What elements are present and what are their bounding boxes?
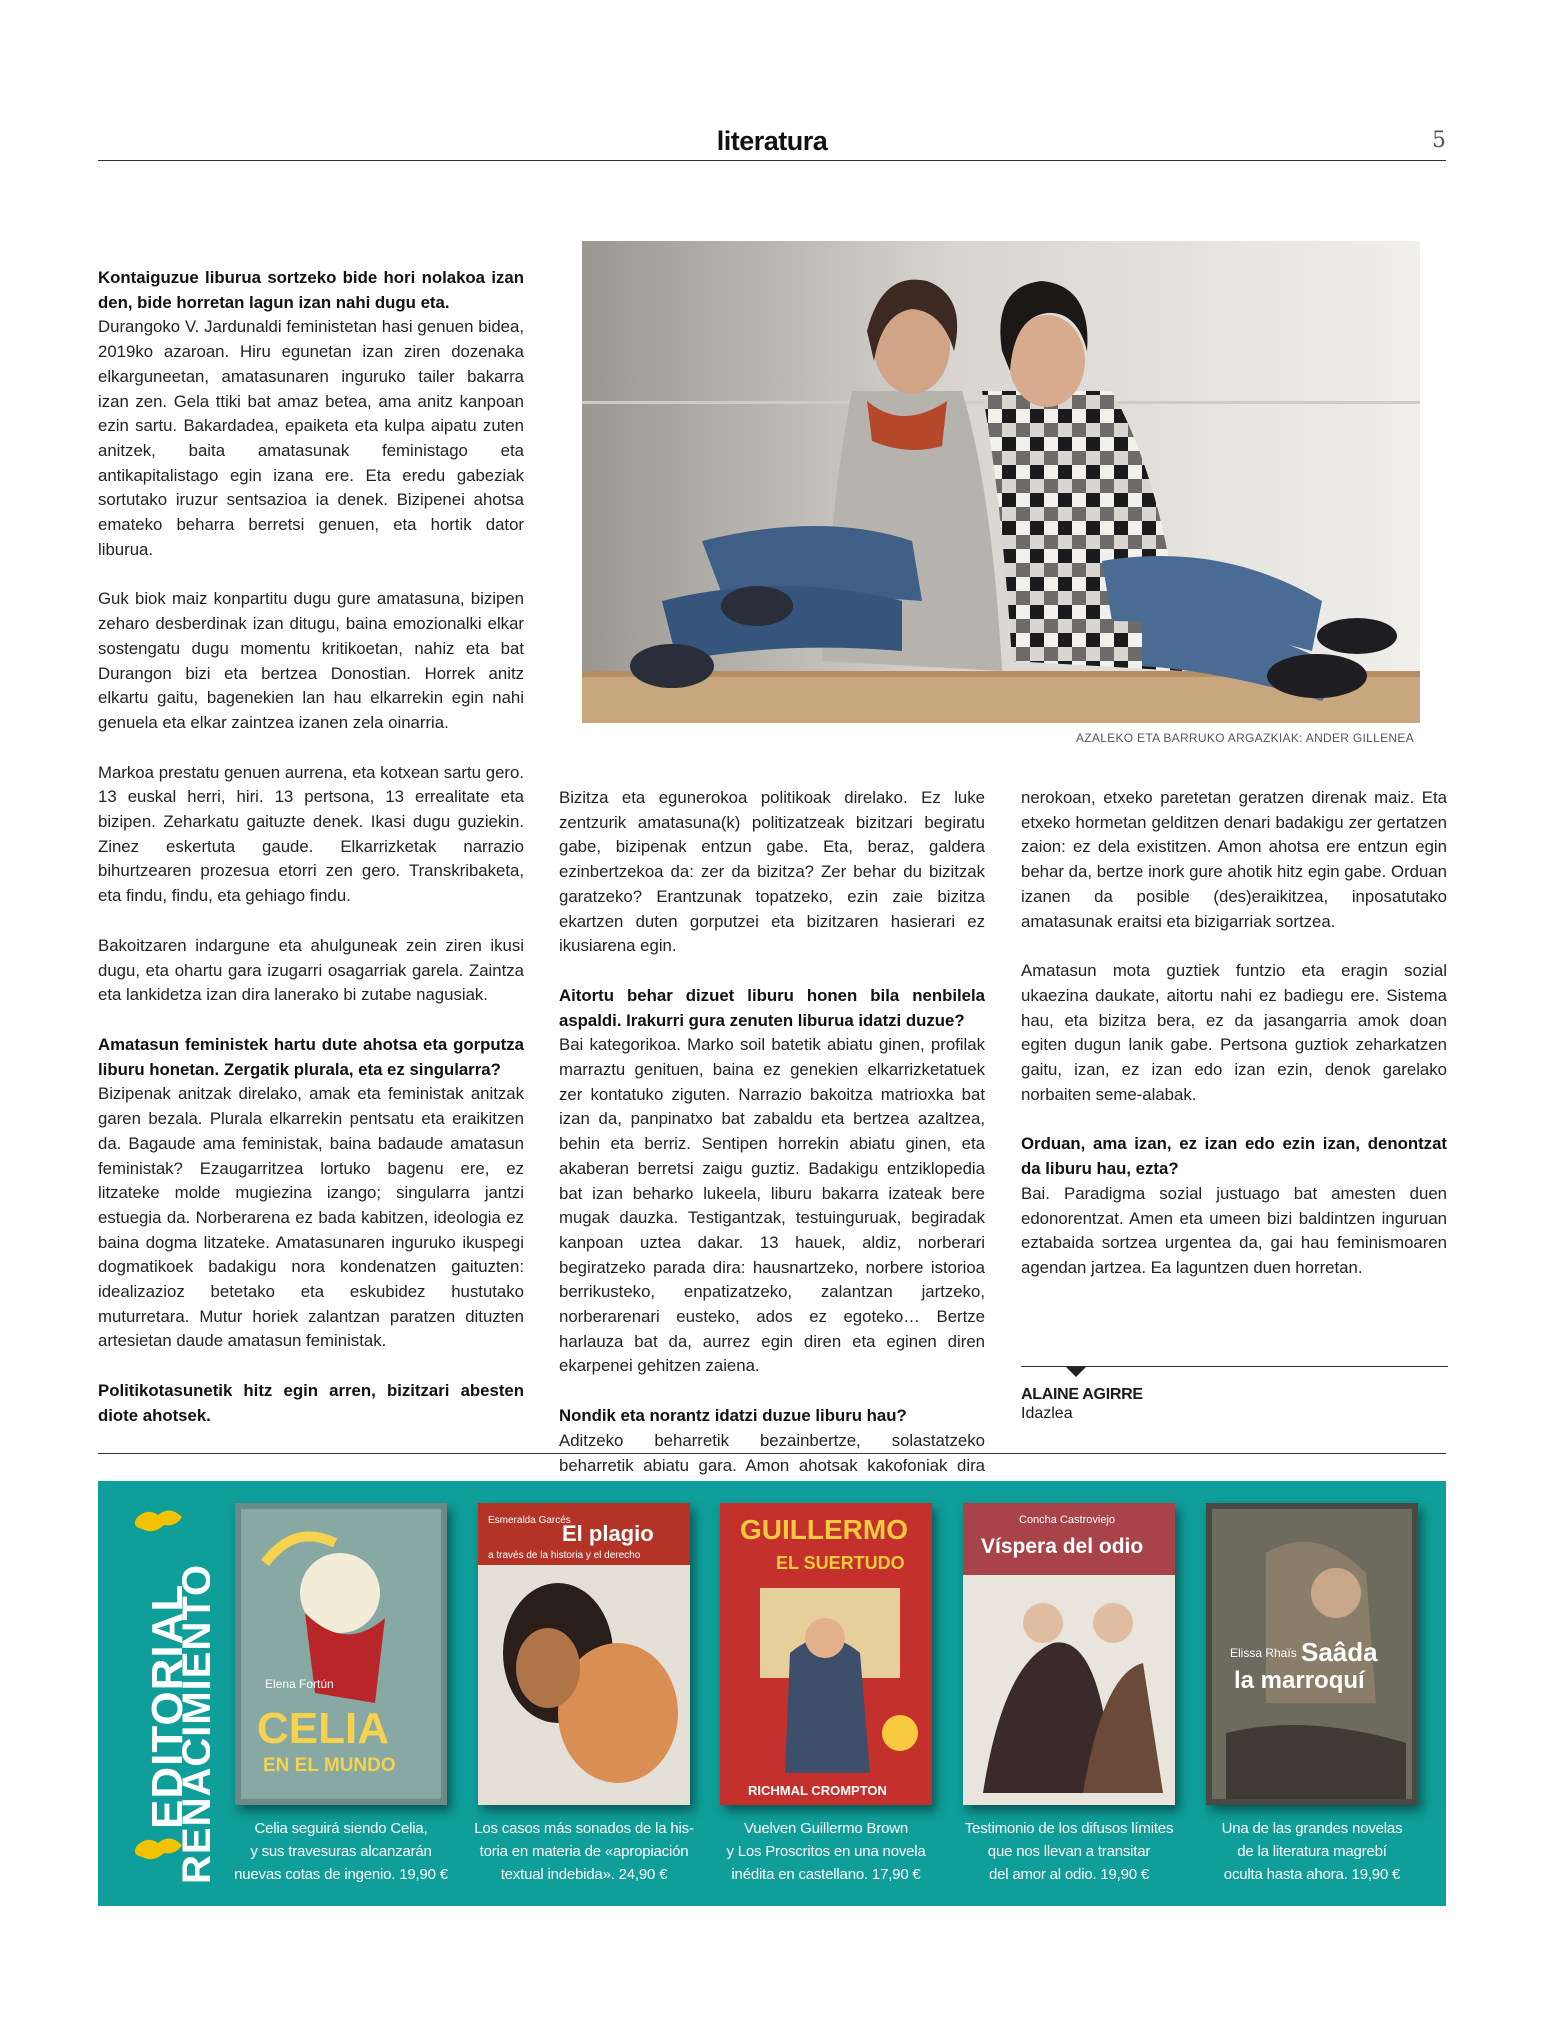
interview-answer: Guk biok maiz konpartitu dugu gure amatasuna, bizipen zeharo desberdinak izan ditugu, baina emozionalki elkar sostengatu dugu momentu kritikoetan, nahiz eta bat Durangon bizi eta bertzea Donostian. Horrek anitz elkartu gaitu, bagenekien lan hau elkarrekin egin nahi genuela eta elkar zaintzea izanen zela oinarria. — [98, 589, 524, 732]
interview-answer: Bakoitzaren indargune eta ahulguneak zein ziren ikusi dugu, eta ohartu gara izugarri osagarriak garela. Zaintza eta lankidetza izan dira lanerako bi zutabe nagusiak. — [98, 935, 524, 1005]
article-column-2 — [559, 786, 985, 1528]
book-title: Víspera del odio — [981, 1535, 1144, 1558]
bottom-rule — [98, 1453, 1446, 1454]
interview-answer: Aditzeko beharretik bezainbertze, solastatzeko beharretik abiatu gara. Amon ahotsak kakofoniak dira — [559, 1430, 985, 1475]
interview-answer: Bizipenak anitzak direlako, amak eta feministak anitzak garen bezala. Plurala elkarrekin pentsatu eta eraikitzen da. Bagaude ama feministak, baina badaude amatasun feministak? Ezaugarritzea lortuko bagenu ere, ez litzateke molde mugiezina izango; singularra jantzi estuegia da. Norberarena ez bada kabitzen, ideologia ez baina dogma litzateke. Amatasunaren inguruko ikuspegi dogmatikoek badakigu nora kondenatzen gaituzten: idealizazioz betetako eta eskubidez hustutako muturretara. Mutur horiek zalantzan paratzen dituzten artesietan daude amatasun feministak. — [98, 1084, 524, 1351]
authors-photo — [582, 241, 1420, 723]
page-header — [98, 124, 1446, 161]
book-title: Saâda — [1301, 1637, 1378, 1667]
interview-question: Nondik eta norantz idatzi duzue liburu hau? — [559, 1406, 907, 1426]
book-subtitle: la marroquí — [1234, 1667, 1365, 1694]
book-caption: Los casos más sonados de la his- toria en materia de «apropiación textual indebida». 24,90 € — [474, 1820, 694, 1883]
book-subtitle: EL SUERTUDO — [776, 1553, 905, 1573]
interview-question: Orduan, ama izan, ez izan edo ezin izan, denontzat da liburu hau, ezta? — [1021, 1134, 1447, 1179]
interview-answer: Durangoko V. Jardunaldi feministetan hasi genuen bidea, 2019ko azaroan. Hiru egunetan izan ziren dozenaka elkarguneetan, amatasunaren inguruko tailer bakarra izan zen. Gela ttiki bat amaz betea, ama anitz kanpoan ezin sartu. Bakardadea, epaiketa eta kulpa aipatu zuten anitzek, baita amatasunak feministago eta antikapitalistago egin izana ere. Eta eredu gabeziak sortutako iruzur sentsazioa ia denek. Bizipenei ahotsa emateko beharra berretsi genuen, eta hortik dator liburua. — [98, 317, 524, 559]
interview-answer: Bai. Paradigma sozial justuago bat amesten duen edonorentzat. Amen eta umeen bizi baldintzen inguruan eztabaida sortzea urgentea da, gai hau feminismoaren agendan jartzea. Ea laguntzen duen horretan. — [1021, 1183, 1447, 1277]
interview-answer: nerokoan, etxeko paretetan geratzen direnak maiz. Eta etxeko hormetan gelditzen denari badakigu zer gertatzen zaion: ez dela existitzen. Amon ahotsa ere entzun egin behar da, bertze inork gure ahotik hitz egin gabe. Orduan izanen da posible (des)eraikitzea, inposatutako amatasunak eraitsi eta bizigarriak sortzea. — [1021, 788, 1447, 931]
photo-credit: AZALEKO ETA BARRUKO ARGAZKIAK: ANDER GILLENEA — [1075, 731, 1414, 745]
book-cover-vispera-del-odio[interactable] — [963, 1503, 1175, 1805]
interview-answer: Bizitza eta egunerokoa politikoak direlako. Ez luke zentzurik amatasuna(k) politizatzeak bizitzari begiratu gabe, bizipenak entzun gabe. Eta, beraz, galdera ezinbertzekoa da: zer da bizitza? Zer behar du bizitzak garatzeko? Erantzunak topatzeko, ezin zaie bizitza ekartzen duten gorputzei eta bizitzaren hasierari ez ikusiarena egin. — [559, 788, 985, 956]
book-author: Elena Fortún — [265, 1677, 334, 1691]
book-author: Esmeralda Garcés — [488, 1515, 571, 1526]
brand-line-renacimiento: RENACIMIENTO — [175, 1563, 210, 1884]
page-number: 5 — [1432, 128, 1446, 153]
book-author: Concha Castroviejo — [1019, 1514, 1115, 1526]
interview-question: Kontaiguzue liburua sortzeko bide hori nolakoa izan den, bide horretan lagun izan nahi dugu eta. — [98, 268, 524, 312]
interview-answer: Bai kategorikoa. Marko soil batetik abiatu ginen, profilak marraztu genituen, baina ez genekien elkarrizketatuek zer kontatuko ziguten. Narrazio bakoitza matrioxka bat izan da, panpinatxo bat zabaldu eta bertzea azaltzea, behin eta berriz. Sentipen horrekin abiatu ginen, eta akaberan berretsi zaigu guztiz. Badakigu entziklopedia bat izan beharko lukeela, liburu bakarra izateak bere mugak dauzka. Testigantzak, testuinguruak, begiradak kanpoan uztea dakar. 13 hauek, aldiz, norberari begiratzeko parada dira: hausnartzeko, norbere istorioa berrikusteko, enpatizatzeko, zalantzan jartzeko, norberarenari eusteko, ados ez egoteko… Bertze harlauza bat da, aurrez egin diren eta eginen diren ekarpenei gehitzen zaiena. — [559, 1035, 985, 1376]
book-caption: Celia seguirá siendo Celia, y sus travesuras alcanzarán nuevas cotas de ingenio. 19,90 € — [234, 1820, 448, 1883]
publisher-brand — [118, 1499, 210, 1889]
article-column-3 — [1021, 786, 1447, 1306]
book-caption: Testimonio de los difusos límites que nos llevan a transitar del amor al odio. 19,90 € — [964, 1820, 1174, 1883]
interview-question: Amatasun feministek hartu dute ahotsa eta gorputza liburu honetan. Zergatik plurala, eta ez singularra? — [98, 1034, 524, 1079]
book-cover-celia[interactable] — [235, 1503, 447, 1805]
book-caption: Vuelven Guillermo Brown y Los Proscritos en una novela inédita en castellano. 17,90 € — [726, 1820, 926, 1883]
book-cover-el-plagio[interactable] — [478, 1503, 690, 1805]
interview-answer: Markoa prestatu genuen aurrena, eta kotxean sartu gero. 13 euskal herri, hiri. 13 pertsona, 13 errealitate eta bizipen. Zeharkatu gaituzte denek. Ikasi dugu guziekin. Zinez eskertuta gaude. Elkarrizketak narrazio bihurtzearen prozesua etorri zen gero. Transkribaketa, eta findu, findu, eta gehiago findu. — [98, 762, 524, 906]
book-subtitle: EN EL MUNDO — [263, 1755, 396, 1776]
book-cover-saada[interactable] — [1206, 1503, 1418, 1805]
interview-answer: Amatasun mota guztiek funtzio eta eragin sozial ukaezina daukate, aitortu nahi ez badiegu ere. Sistema hau, eta bizitza bera, ez da jasangarria amok doan egiten dugun lanik gabe. Pertsona guztiok zeharkatzen gaitu, izan, ez izan edo izan ezin, denok garelako norbaiten seme-alabak. — [1021, 961, 1447, 1104]
byline-arrow-icon — [1066, 1367, 1086, 1377]
book-cover-guillermo[interactable] — [720, 1503, 932, 1805]
book-title: El plagio — [562, 1521, 654, 1546]
interview-question: Politikotasunetik hitz egin arren, bizitzari abesten diote ahotsek. — [98, 1381, 524, 1425]
section-title: literatura — [716, 126, 828, 156]
book-author: Elissa Rhaïs — [1230, 1646, 1297, 1660]
byline-role: Idazlea — [1021, 1405, 1073, 1422]
book-title: CELIA — [257, 1704, 389, 1753]
interview-question: Aitortu behar dizuet liburu honen bila nenbilela aspaldi. Irakurri gura zenuten liburua idatzi duzue? — [559, 985, 985, 1030]
brand-line-editorial: EDITORIAL — [143, 1583, 192, 1829]
editorial-renacimiento-ad[interactable] — [98, 1481, 1446, 1906]
byline-name: ALAINE AGIRRE — [1021, 1386, 1143, 1403]
book-caption: Una de las grandes novelas de la literatura magrebí oculta hasta ahora. 19,90 € — [1221, 1820, 1403, 1883]
book-author: RICHMAL CROMPTON — [748, 1783, 887, 1798]
book-title: GUILLERMO — [740, 1514, 908, 1545]
book-subtitle: a través de la historia y el derecho — [488, 1550, 641, 1561]
article-column-1 — [98, 266, 524, 1429]
